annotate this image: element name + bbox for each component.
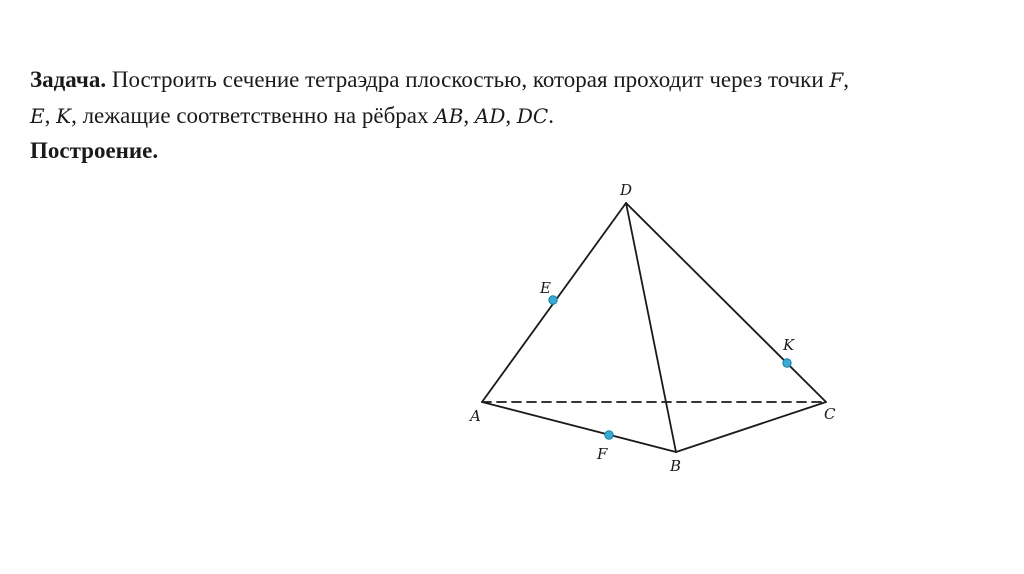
label-e: E	[540, 279, 551, 297]
point-e	[549, 296, 557, 304]
task-edge-ad: AD	[474, 104, 506, 128]
task-point-e: E	[30, 104, 45, 128]
edge-db	[626, 203, 676, 452]
label-f: F	[597, 445, 608, 463]
label-c: C	[824, 405, 836, 423]
label-k: K	[783, 336, 795, 354]
task-label: Задача.	[30, 67, 107, 92]
task-edge-dc: DC	[516, 104, 549, 128]
label-b: B	[670, 457, 682, 475]
edges	[482, 203, 826, 452]
task-edge-ab: AB	[434, 104, 464, 128]
task-point-f: F	[829, 68, 844, 92]
task-end: .	[548, 103, 554, 128]
label-d: D	[620, 181, 633, 199]
task-text-part2: , лежащие соответственно на рёбрах	[71, 103, 435, 128]
task-sep3: ,	[463, 103, 475, 128]
edge-bc	[676, 402, 826, 452]
task-text-part1: Построить сечение тетраэдра плоскостью, которая проходит через точки	[106, 67, 830, 92]
task-sep2: ,	[44, 103, 57, 128]
task-sep4: ,	[505, 103, 517, 128]
point-f	[605, 431, 613, 439]
edge-ab	[482, 402, 676, 452]
task-sep1: ,	[843, 67, 850, 92]
label-a: A	[470, 407, 481, 425]
task-point-k: K	[56, 104, 72, 128]
edge-dc	[626, 203, 826, 402]
point-k	[783, 359, 791, 367]
construction-heading: Построение.	[30, 138, 159, 163]
